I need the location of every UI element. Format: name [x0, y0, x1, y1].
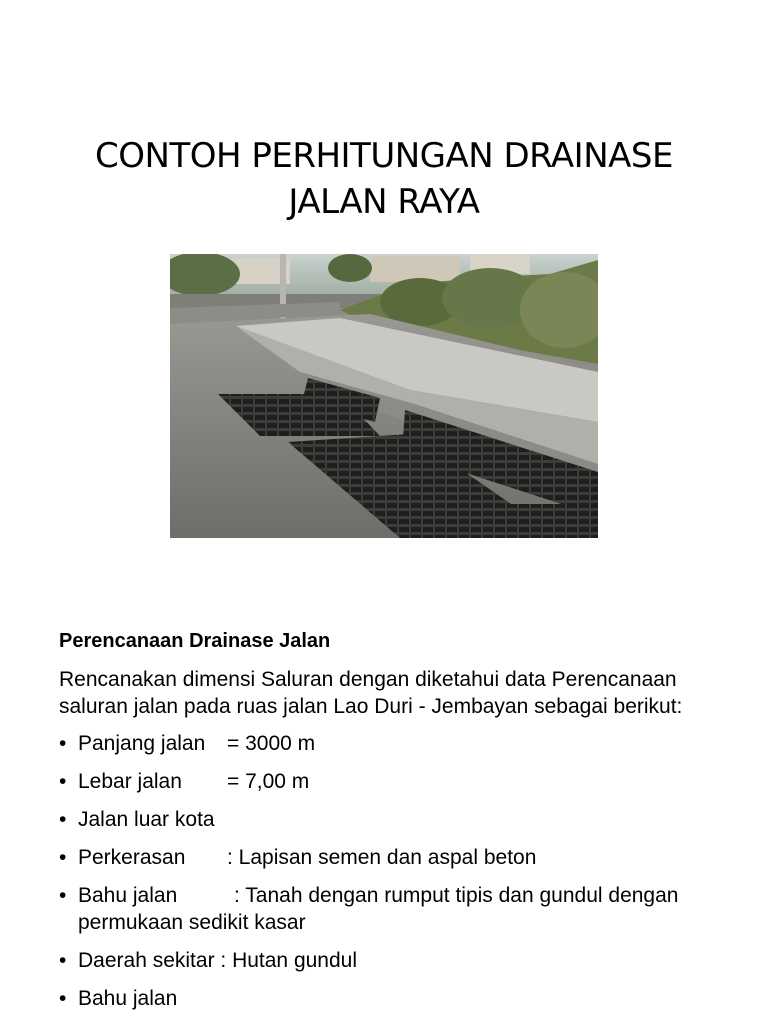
list-item-bahu-jalan-2	[59, 985, 719, 1012]
bullet-icon: •	[59, 884, 67, 907]
item-value: : Hutan gundul	[220, 949, 358, 972]
item-label: Bahu jalan	[78, 987, 178, 1010]
bullet-icon: •	[59, 732, 67, 755]
road-drainage-photo	[170, 254, 598, 538]
item-label: Daerah sekitar	[78, 949, 221, 972]
list-item-panjang-jalan	[59, 730, 719, 757]
item-value: = 7,00 m	[227, 770, 310, 793]
bullet-icon: •	[59, 987, 67, 1010]
item-value: : Tanah dengan rumput tipis dan gundul dengan permukaan sedikit kasar	[78, 884, 679, 934]
list-item-jalan-luar-kota	[59, 806, 719, 833]
content-section	[59, 628, 719, 1023]
road-drainage-grate-icon	[170, 254, 598, 538]
list-item-lebar-jalan	[59, 768, 719, 795]
item-label: Lebar jalan	[78, 770, 182, 793]
item-label: Panjang jalan	[78, 732, 206, 755]
title-line-1: CONTOH PERHITUNGAN DRAINASE	[95, 135, 673, 176]
title-line-2: JALAN RAYA	[288, 181, 480, 222]
list-item-daerah-sekitar	[59, 947, 719, 974]
page-title	[0, 133, 768, 225]
section-subtitle: Perencanaan Drainase Jalan	[59, 630, 331, 652]
list-item-bahu-jalan	[59, 882, 719, 936]
intro-paragraph: Rencanakan dimensi Saluran dengan diketahui data Perencanaan saluran jalan pada ruas jalan Lao Duri - Jembayan sebagai berikut:	[59, 668, 683, 718]
bullet-icon: •	[59, 949, 67, 972]
bullet-icon: •	[59, 808, 67, 831]
bullet-icon: •	[59, 846, 67, 869]
item-label: Jalan luar kota	[78, 808, 215, 831]
item-label: Bahu jalan	[78, 884, 178, 907]
item-value: = 3000 m	[227, 732, 316, 755]
data-list	[59, 730, 719, 1012]
list-item-perkerasan	[59, 844, 719, 871]
item-value: : Lapisan semen dan aspal beton	[227, 846, 537, 869]
bullet-icon: •	[59, 770, 67, 793]
item-label: Perkerasan	[78, 846, 186, 869]
